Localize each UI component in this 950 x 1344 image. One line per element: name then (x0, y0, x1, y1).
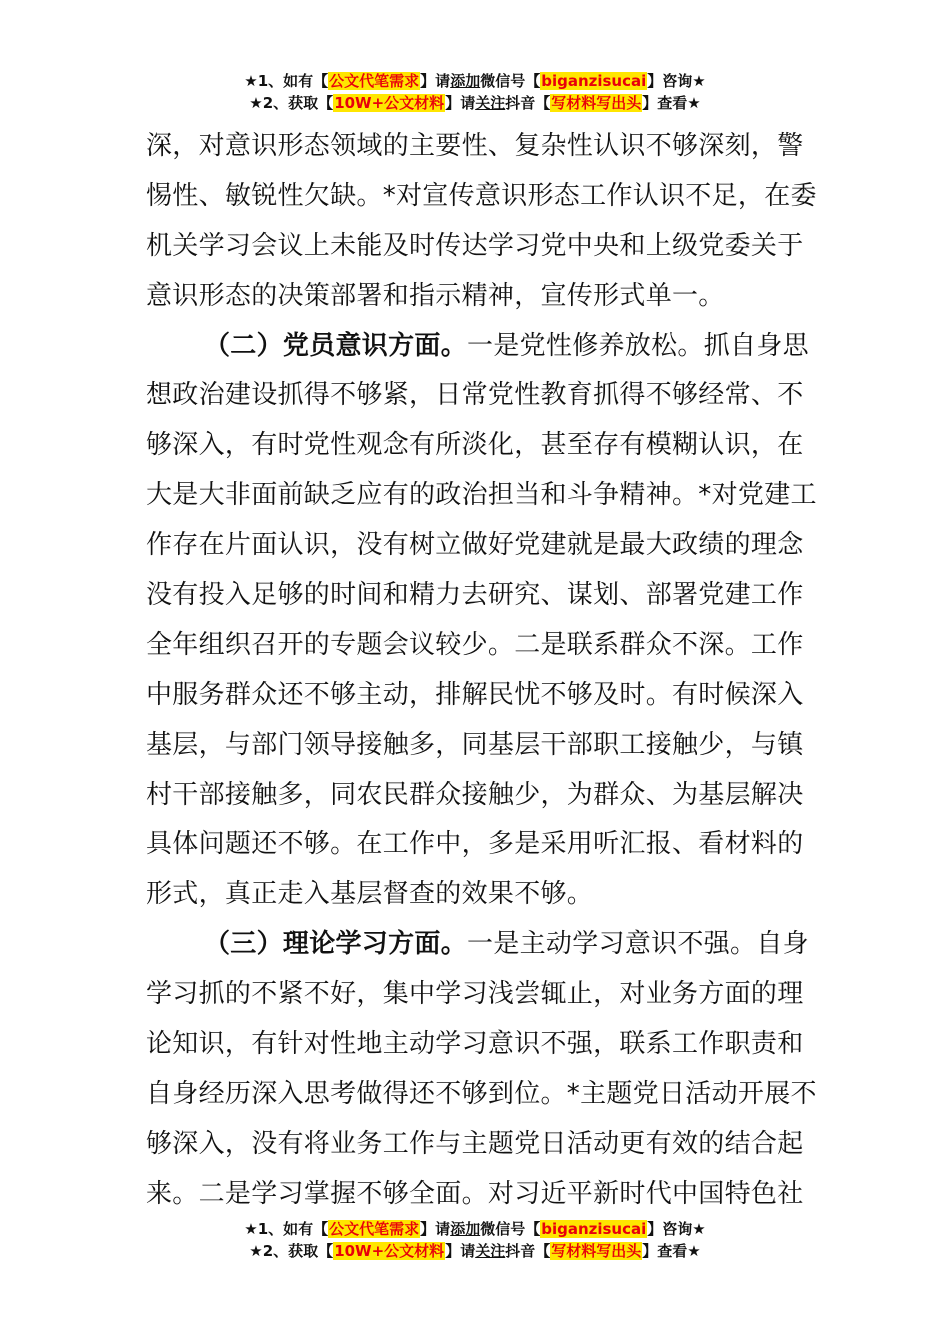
promo-highlight-douyin-account: 写材料写出头 (551, 94, 642, 112)
section-heading-line (146, 322, 818, 372)
promo-line-2: ★2、获取【10W+公文材料】请关注抖音【写材料写出头】查看★ (249, 94, 701, 112)
body-line: 够深入，有时党性观念有所淡化，甚至存有模糊认识，在 (146, 430, 804, 461)
body-line: 自身经历深入思考做得还不够到位。*主题党日活动开展不 (146, 1078, 817, 1109)
body-line: 惕性、敏锐性欠缺。*对宣传意识形态工作认识不足，在委 (146, 180, 817, 211)
section-heading-line (146, 920, 818, 970)
section-text: 一是党性修养放松。抓自身思 (467, 330, 809, 361)
body-line: 村干部接触多，同农民群众接触少，为群众、为基层解决 (146, 779, 804, 810)
promo-line-1: ★1、如有【公文代笔需求】请添加微信号【biganzisucai】咨询★ (244, 1220, 706, 1238)
body-line: 作存在片面认识，没有树立做好党建就是最大政绩的理念 (146, 530, 804, 561)
body-line: 大是大非面前缺乏应有的政治担当和斗争精神。*对党建工 (146, 480, 817, 511)
promo-highlight-service: 公文代笔需求 (329, 72, 420, 90)
promo-line-2: ★2、获取【10W+公文材料】请关注抖音【写材料写出头】查看★ (249, 1242, 701, 1260)
body-line: 基层，与部门领导接触多，同基层干部职工接触少，与镇 (146, 729, 804, 760)
promo-highlight-materials: 10W+公文材料 (334, 94, 445, 112)
body-line: 中服务群众还不够主动，排解民忧不够及时。有时候深入 (146, 679, 804, 710)
header-promo-banner (0, 70, 950, 114)
body-line: 全年组织召开的专题会议较少。二是联系群众不深。工作 (146, 629, 804, 660)
promo-highlight-wechat-id: biganzisucai (541, 1220, 647, 1238)
body-line: 学习抓的不紧不好，集中学习浅尝辄止，对业务方面的理 (146, 979, 804, 1010)
body-line: 论知识，有针对性地主动学习意识不强，联系工作职责和 (146, 1029, 804, 1060)
section-text: 一是主动学习意识不强。自身 (467, 929, 809, 960)
promo-highlight-materials: 10W+公文材料 (334, 1242, 445, 1260)
body-line: 来。二是学习掌握不够全面。对习近平新时代中国特色社 (146, 1178, 804, 1209)
section-heading: （二）党员意识方面。 (204, 330, 468, 361)
promo-highlight-wechat-id: biganzisucai (541, 72, 647, 90)
document-body (146, 122, 818, 1220)
body-line: 想政治建设抓得不够紧，日常党性教育抓得不够经常、不 (146, 380, 804, 411)
promo-highlight-service: 公文代笔需求 (329, 1220, 420, 1238)
body-line: 形式，真正走入基层督查的效果不够。 (146, 879, 594, 910)
body-line: 没有投入足够的时间和精力去研究、谋划、部署党建工作 (146, 580, 804, 611)
body-line: 具体问题还不够。在工作中，多是采用听汇报、看材料的 (146, 829, 804, 860)
body-line: 够深入，没有将业务工作与主题党日活动更有效的结合起 (146, 1128, 804, 1159)
promo-highlight-douyin-account: 写材料写出头 (551, 1242, 642, 1260)
body-line: 机关学习会议上未能及时传达学习党中央和上级党委关于 (146, 230, 804, 261)
section-heading: （三）理论学习方面。 (204, 929, 468, 960)
body-line: 深，对意识形态领域的主要性、复杂性认识不够深刻，警 (146, 131, 804, 161)
footer-promo-banner (0, 1218, 950, 1262)
body-line: 意识形态的决策部署和指示精神，宣传形式单一。 (146, 280, 725, 311)
promo-line-1: ★1、如有【公文代笔需求】请添加微信号【biganzisucai】咨询★ (244, 72, 706, 90)
